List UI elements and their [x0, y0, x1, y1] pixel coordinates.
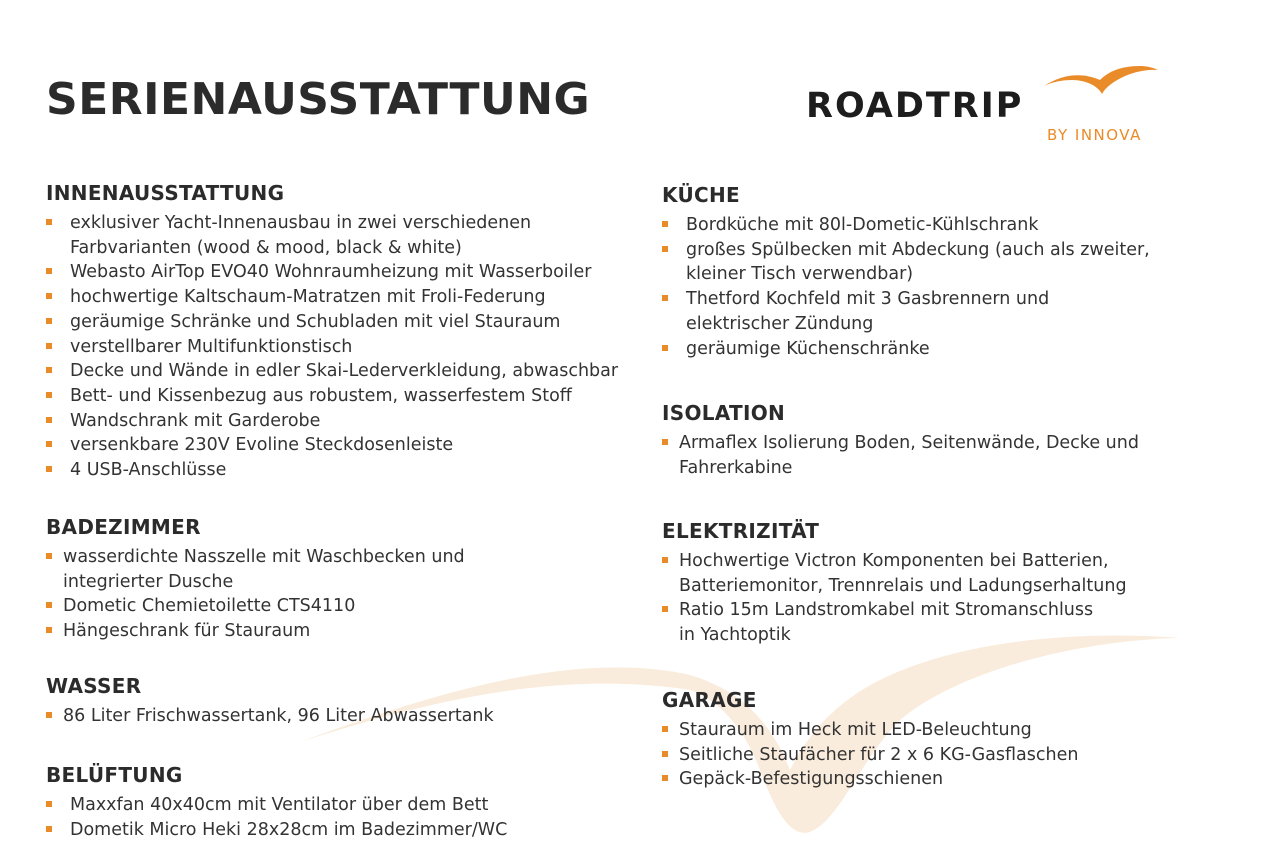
list-item: Webasto AirTop EVO40 Wohnraumheizung mit Wasserboiler: [46, 260, 636, 285]
section-wasser: [46, 674, 606, 729]
feature-list: [662, 431, 1142, 480]
feature-list: [662, 213, 1162, 361]
list-item: hochwertige Kaltschaum-Matratzen mit Froli-Federung: [46, 285, 636, 310]
feature-list: [46, 704, 606, 729]
roadtrip-logo: [806, 64, 1186, 148]
list-item: Hochwertige Victron Komponenten bei Batterien, Batteriemonitor, Trennrelais und Ladungserhaltung: [662, 549, 1142, 598]
list-item: Gepäck-Befestigungsschienen: [662, 767, 1142, 792]
list-item: Thetford Kochfeld mit 3 Gasbrennern und elektrischer Zündung: [662, 287, 1162, 336]
section-badezimmer: [46, 515, 466, 644]
list-item: exklusiver Yacht-Innenausbau in zwei verschiedenen Farbvarianten (wood & mood, black & white): [46, 211, 636, 260]
list-item: geräumige Küchenschränke: [662, 337, 1162, 362]
section-heading: WASSER: [46, 674, 142, 698]
list-item: Stauraum im Heck mit LED-Beleuchtung: [662, 718, 1142, 743]
list-item: wasserdichte Nasszelle mit Waschbecken und integrierter Dusche: [46, 545, 466, 594]
section-kueche: [662, 183, 1162, 361]
section-heading: ELEKTRIZITÄT: [662, 519, 820, 543]
list-item: 86 Liter Frischwassertank, 96 Liter Abwassertank: [46, 704, 606, 729]
section-innenausstattung: [46, 181, 636, 483]
section-isolation: [662, 401, 1142, 480]
list-item: geräumige Schränke und Schubladen mit viel Stauraum: [46, 310, 636, 335]
list-item: verstellbarer Multifunktionstisch: [46, 335, 636, 360]
list-item: Dometic Chemietoilette CTS4110: [46, 594, 466, 619]
feature-list: [46, 211, 636, 483]
section-belueftung: [46, 763, 606, 842]
section-heading: INNENAUSSTATTUNG: [46, 181, 285, 205]
section-elektrizitaet: [662, 519, 1142, 648]
section-heading: ISOLATION: [662, 401, 786, 425]
list-item: 4 USB-Anschlüsse: [46, 458, 636, 483]
list-item: Armaflex Isolierung Boden, Seitenwände, Decke und Fahrerkabine: [662, 431, 1142, 480]
section-heading: BADEZIMMER: [46, 515, 201, 539]
list-item: Ratio 15m Landstromkabel mit Stromanschluss in Yachtoptik: [662, 598, 1142, 647]
logo-wordmark: ROADTRIP: [806, 86, 1024, 126]
list-item: versenkbare 230V Evoline Steckdosenleiste: [46, 433, 636, 458]
list-item: Maxxfan 40x40cm mit Ventilator über dem Bett: [46, 793, 606, 818]
list-item: Hängeschrank für Stauraum: [46, 619, 466, 644]
list-item: Dometik Micro Heki 28x28cm im Badezimmer/WC: [46, 818, 606, 843]
list-item: Seitliche Staufächer für 2 x 6 KG-Gasflaschen: [662, 743, 1142, 768]
list-item: Bordküche mit 80l-Dometic-Kühlschrank: [662, 213, 1162, 238]
feature-list: [662, 549, 1142, 648]
feature-list: [662, 718, 1142, 792]
list-item: Bett- und Kissenbezug aus robustem, wasserfestem Stoff: [46, 384, 636, 409]
list-item: Decke und Wände in edler Skai-Lederverkleidung, abwaschbar: [46, 359, 636, 384]
page-title: SERIENAUSSTATTUNG: [46, 74, 591, 125]
section-heading: GARAGE: [662, 688, 757, 712]
logo-tagline: BY INNOVA: [1047, 126, 1142, 144]
section-heading: KÜCHE: [662, 183, 740, 207]
feature-list: [46, 545, 466, 644]
seagull-icon: [1042, 64, 1162, 98]
section-heading: BELÜFTUNG: [46, 763, 183, 787]
list-item: Wandschrank mit Garderobe: [46, 409, 636, 434]
feature-list: [46, 793, 606, 842]
list-item: großes Spülbecken mit Abdeckung (auch als zweiter, kleiner Tisch verwendbar): [662, 238, 1162, 287]
section-garage: [662, 688, 1142, 792]
